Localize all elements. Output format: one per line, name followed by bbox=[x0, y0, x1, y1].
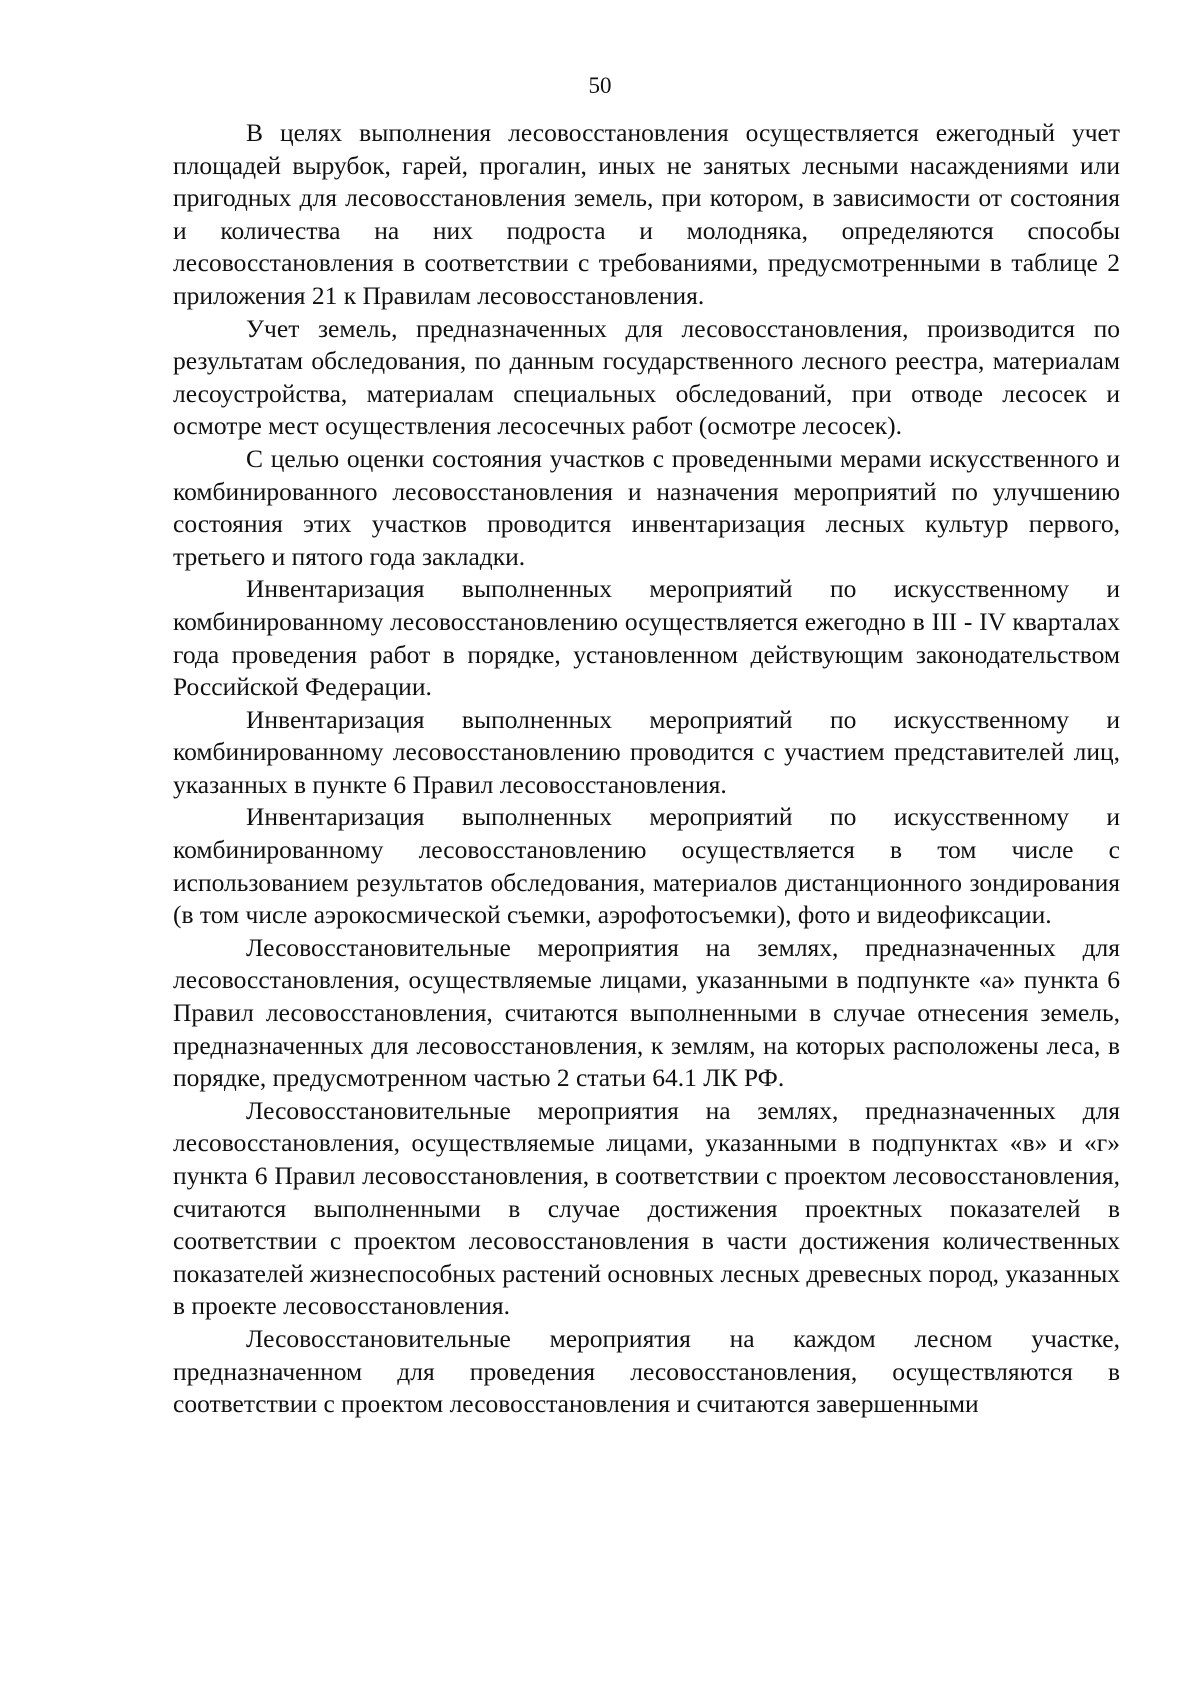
paragraph: С целью оценки состояния участков с проведенными мерами искусственного и комбинированного лесовосстановления и назначения мероприятий по улучшению состояния этих участков проводится инвентаризация лесных культур первого, третьего и пятого года закладки. bbox=[173, 443, 1120, 571]
paragraph: Лесовосстановительные мероприятия на землях, предназначенных для лесовосстановления, осуществляемые лицами, указанными в подпункте «а» пункта 6 Правил лесовосстановления, считаются выполненными в случае отнесения земель, предназначенных для лесовосстановления, к землям, на которых расположены леса, в порядке, предусмотренном частью 2 статьи 64.1 ЛК РФ. bbox=[173, 932, 1120, 1093]
page-number: 50 bbox=[588, 73, 612, 98]
paragraph: Инвентаризация выполненных мероприятий по искусственному и комбинированному лесовосстановлению осуществляется в том числе с использованием результатов обследования, материалов дистанционного зондирования (в том числе аэрокосмической съемки, аэрофотосъемки), фото и видеофиксации. bbox=[173, 802, 1120, 930]
paragraph: Учет земель, предназначенных для лесовосстановления, производится по результатам обследования, по данным государственного лесного реестра, материалам лесоустройства, материалам специальных обследований, при отводе лесосек и осмотре мест осуществления лесосечных работ (осмотре лесосек). bbox=[173, 313, 1120, 441]
paragraph: Лесовосстановительные мероприятия на каждом лесном участке, предназначенном для проведения лесовосстановления, осуществляются в соответствии с проектом лесовосстановления и считаются завершенными bbox=[173, 1323, 1120, 1419]
paragraph: Лесовосстановительные мероприятия на землях, предназначенных для лесовосстановления, осуществляемые лицами, указанными в подпунктах «в» и «г» пункта 6 Правил лесовосстановления, в соответствии с проектом лесовосстановления, считаются выполненными в случае достижения проектных показателей в соответствии с проектом лесовосстановления в части достижения количественных показателей жизнеспособных растений основных лесных древесных пород, указанных в проекте лесовосстановления. bbox=[173, 1095, 1120, 1321]
paragraph: В целях выполнения лесовосстановления осуществляется ежегодный учет площадей вырубок, гарей, прогалин, иных не занятых лесными насаждениями или пригодных для лесовосстановления земель, при котором, в зависимости от состояния и количества на них подроста и молодняка, определяются способы лесовосстановления в соответствии с требованиями, предусмотренными в таблице 2 приложения 21 к Правилам лесовосстановления. bbox=[173, 118, 1120, 310]
paragraph: Инвентаризация выполненных мероприятий по искусственному и комбинированному лесовосстановлению проводится с участием представителей лиц, указанных в пункте 6 Правил лесовосстановления. bbox=[173, 704, 1120, 799]
body-text bbox=[173, 117, 1120, 1421]
paragraph: Инвентаризация выполненных мероприятий по искусственному и комбинированному лесовосстановлению осуществляется ежегодно в III - IV кварталах года проведения работ в порядке, установленном действующим законодательством Российской Федерации. bbox=[173, 574, 1120, 702]
